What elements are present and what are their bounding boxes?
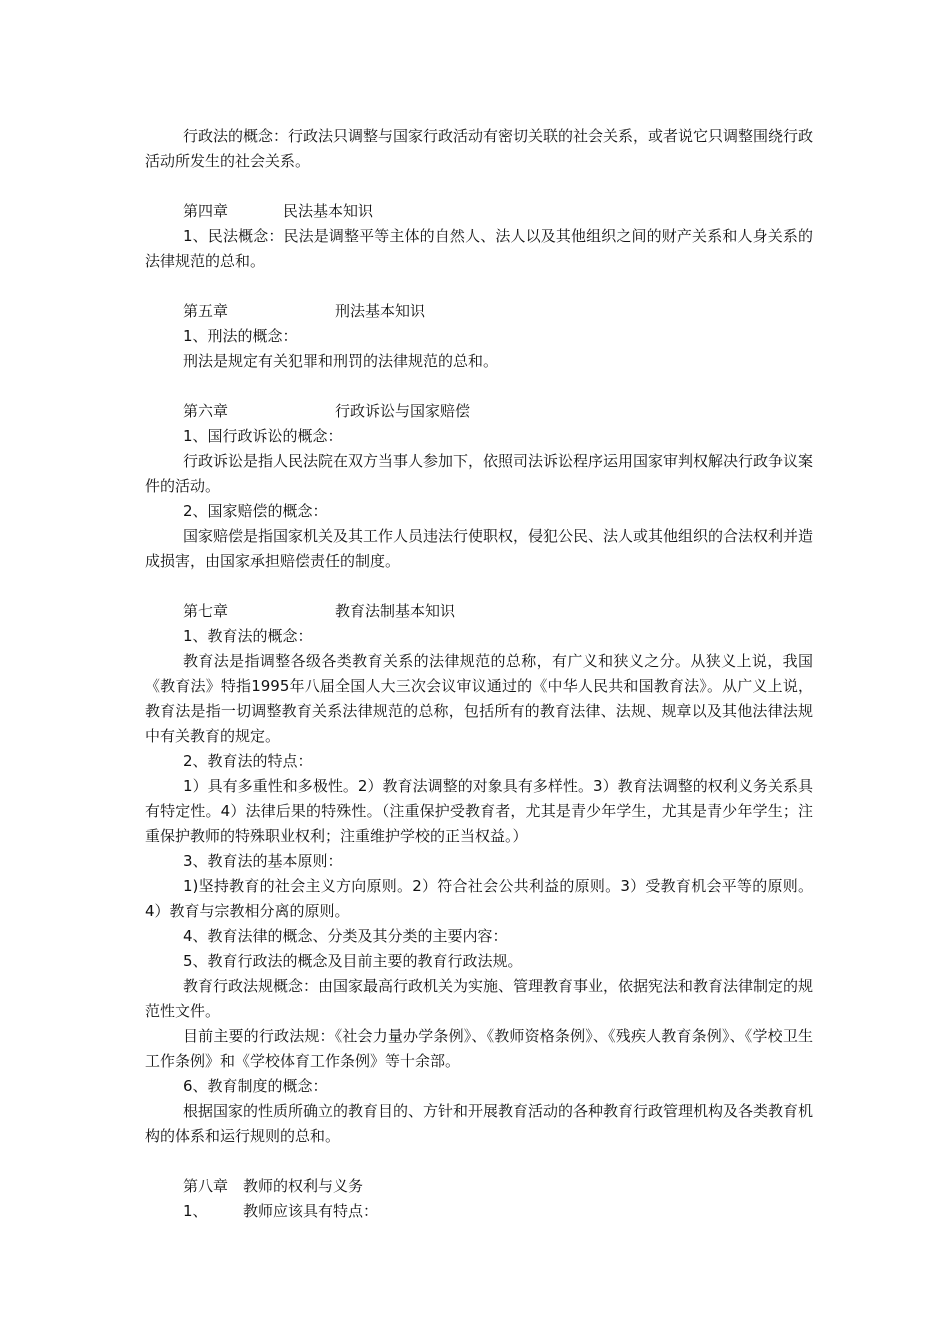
paragraph: 2、教育法的特点： bbox=[183, 752, 313, 770]
chapter-title: 民法基本知识 bbox=[283, 202, 374, 220]
chapter-heading bbox=[145, 1174, 813, 1199]
paragraph: 6、教育制度的概念： bbox=[183, 1077, 328, 1095]
paragraph: 1）具有多重性和多极性。2）教育法调整的对象具有多样性。3）教育法调整的权利义务关系具有特定性。4）法律后果的特殊性。（注重保护受教育者，尤其是青少年学生，尤其是青少年学生；注重保护教师的特殊职业权利；注重维护学校的正当权益。） bbox=[145, 777, 813, 845]
paragraph: 1、国行政诉讼的概念： bbox=[183, 427, 343, 445]
list-item-number: 1、 bbox=[183, 1202, 208, 1220]
spacer bbox=[145, 274, 813, 299]
chapter-heading bbox=[145, 199, 813, 224]
spacer bbox=[145, 1149, 813, 1174]
list-item-text: 教师应该具有特点： bbox=[243, 1202, 379, 1220]
paragraph: 教育法是指调整各级各类教育关系的法律规范的总称，有广义和狭义之分。从狭义上说，我国《教育法》特指1995年八届全国人大三次会议审议通过的《中华人民共和国教育法》。从广义上说，教育法是指一切调整教育关系法律规范的总称，包括所有的教育法律、法规、规章以及其他法律法规中有关教育的规定。 bbox=[145, 652, 813, 745]
chapter-title: 刑法基本知识 bbox=[335, 302, 426, 320]
paragraph: 1、民法概念：民法是调整平等主体的自然人、法人以及其他组织之间的财产关系和人身关系的法律规范的总和。 bbox=[145, 227, 813, 270]
paragraph: 4、教育法律的概念、分类及其分类的主要内容： bbox=[183, 927, 508, 945]
spacer bbox=[145, 174, 813, 199]
paragraph: 1、刑法的概念： bbox=[183, 327, 298, 345]
document-body bbox=[145, 124, 813, 1224]
chapter-heading bbox=[145, 299, 813, 324]
paragraph: 5、教育行政法的概念及目前主要的教育行政法规。 bbox=[183, 952, 523, 970]
paragraph: 行政法的概念：行政法只调整与国家行政活动有密切关联的社会关系，或者说它只调整围绕行政活动所发生的社会关系。 bbox=[145, 127, 814, 170]
chapter-number: 第四章 bbox=[183, 202, 229, 220]
chapter-number: 第七章 bbox=[183, 602, 229, 620]
paragraph: 行政诉讼是指人民法院在双方当事人参加下，依照司法诉讼程序运用国家审判权解决行政争议案件的活动。 bbox=[145, 452, 814, 495]
paragraph: 根据国家的性质所确立的教育目的、方针和开展教育活动的各种教育行政管理机构及各类教育机构的体系和运行规则的总和。 bbox=[145, 1102, 814, 1145]
spacer bbox=[145, 574, 813, 599]
chapter-title: 教育法制基本知识 bbox=[335, 602, 456, 620]
paragraph: 1、教育法的概念： bbox=[183, 627, 313, 645]
paragraph: 1)坚持教育的社会主义方向原则。2）符合社会公共利益的原则。3）受教育机会平等的原则。4）教育与宗教相分离的原则。 bbox=[145, 877, 813, 920]
chapter-title: 教师的权利与义务 bbox=[243, 1177, 364, 1195]
list-item bbox=[145, 1199, 813, 1224]
paragraph: 3、教育法的基本原则： bbox=[183, 852, 343, 870]
chapter-title: 行政诉讼与国家赔偿 bbox=[335, 402, 471, 420]
chapter-number: 第八章 bbox=[183, 1177, 229, 1195]
paragraph: 刑法是规定有关犯罪和刑罚的法律规范的总和。 bbox=[183, 352, 499, 370]
paragraph: 教育行政法规概念：由国家最高行政机关为实施、管理教育事业，依据宪法和教育法律制定的规范性文件。 bbox=[145, 977, 814, 1020]
paragraph: 目前主要的行政法规：《社会力量办学条例》、《教师资格条例》、《残疾人教育条例》、《学校卫生工作条例》和《学校体育工作条例》等十余部。 bbox=[145, 1027, 813, 1070]
chapter-number: 第五章 bbox=[183, 302, 229, 320]
chapter-heading bbox=[145, 399, 813, 424]
paragraph: 国家赔偿是指国家机关及其工作人员违法行使职权，侵犯公民、法人或其他组织的合法权利并造成损害，由国家承担赔偿责任的制度。 bbox=[145, 527, 814, 570]
paragraph: 2、国家赔偿的概念： bbox=[183, 502, 328, 520]
chapter-number: 第六章 bbox=[183, 402, 229, 420]
chapter-heading bbox=[145, 599, 813, 624]
spacer bbox=[145, 374, 813, 399]
